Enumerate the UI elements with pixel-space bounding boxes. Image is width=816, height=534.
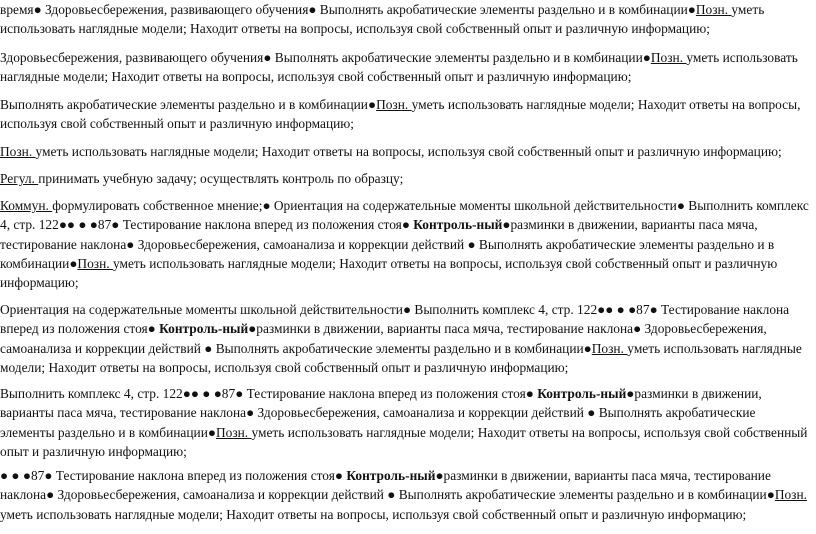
paragraph	[0, 0, 810, 39]
label-prefix: Позн.	[376, 97, 412, 112]
label-prefix: Коммун.	[0, 198, 53, 213]
text-segment: Здоровьесбережения, развивающего обучения● Выполнять акробатические элементы раздельно и в комбинации●	[0, 50, 651, 65]
label-prefix: Регул.	[0, 171, 39, 186]
text-segment: принимать учебную задачу; осуществлять контроль по образцу;	[38, 171, 404, 186]
text-segment: формулировать собственное мнение;● Ориентация на содержательные моменты школьной действительности● Выполнить комплекс 4, стр. 122●● ● ●87● Тестирование наклона вперед из положения стоя●	[0, 198, 809, 233]
text-segment: уметь использовать наглядные модели; Находит ответы на вопросы, используя свой собственный опыт и различную информацию;	[0, 424, 808, 459]
paragraph	[0, 466, 810, 524]
bold-term: Контроль-ный●	[159, 321, 257, 337]
text-segment: уметь использовать наглядные модели; Находит ответы на вопросы, используя свой собственный опыт и различную информацию;	[0, 255, 778, 291]
text-segment: Ориентация на содержательные моменты школьной действительности● Выполнить комплекс 4, стр. 122●● ● ●87● Тестирование наклона вперед из положения стоя●	[0, 302, 790, 337]
text-segment: уметь использовать наглядные модели; Находит ответы на вопросы, используя свой собственный опыт и различную информацию;	[0, 506, 747, 522]
text-segment: уметь использовать наглядные модели; Находит ответы на вопросы, используя свой собственный опыт и различную информацию;	[0, 2, 765, 37]
text-segment: разминки в движении, варианты паса мяча, тестирование наклона● Здоровьесбережения, самоанализа и коррекции действий ● Выполнять акробатические элементы раздельно и в комбинации●	[0, 321, 767, 356]
text-segment: уметь использовать наглядные модели; Находит ответы на вопросы, используя свой собственный опыт и различную информацию;	[0, 340, 802, 375]
text-segment: время● Здоровьесбережения, развивающего обучения● Выполнять акробатические элементы раздельно и в комбинации●	[0, 2, 696, 17]
paragraph	[0, 48, 810, 87]
text-segment: Выполнить комплекс 4, стр. 122●● ● ●87● Тестирование наклона вперед из положения стоя●	[0, 386, 538, 401]
bold-term: Контроль-ный●	[346, 468, 444, 483]
paragraph	[0, 142, 810, 161]
text-segment: уметь использовать наглядные модели; Находит ответы на вопросы, используя свой собственный опыт и различную информацию;	[0, 50, 798, 85]
paragraph	[0, 169, 810, 188]
text-segment: разминки в движении, варианты паса мяча, тестирование наклона● Здоровьесбережения, самоанализа и коррекции действий ● Выполнять акробатические элементы раздельно и в комбинации●	[0, 217, 775, 271]
text-segment: уметь использовать наглядные модели; Находит ответы на вопросы, используя свой собственный опыт и различную информацию;	[35, 144, 782, 159]
paragraph	[0, 384, 810, 461]
paragraph	[0, 196, 810, 292]
bold-term: Контроль-ный●	[537, 386, 635, 401]
text-segment: уметь использовать наглядные модели; Находит ответы на вопросы, используя свой собственный опыт и различную информацию;	[0, 97, 801, 132]
text-segment: разминки в движении, варианты паса мяча, тестирование наклона● Здоровьесбережения, самоанализа и коррекции действий ● Выполнять акробатические элементы раздельно и в комбинации●	[0, 468, 775, 503]
text-segment: разминки в движении, варианты паса мяча, тестирование наклона● Здоровьесбережения, самоанализа и коррекции действий ● Выполнять акробатические элементы раздельно и в комбинации●	[0, 386, 762, 440]
text-segment: ● ● ●87● Тестирование наклона вперед из положения стоя●	[0, 468, 347, 483]
paragraph	[0, 95, 810, 134]
label-prefix: Позн.	[215, 424, 252, 440]
bold-term: Контроль-ный●	[413, 217, 511, 233]
label-prefix: Позн.	[0, 144, 36, 159]
label-prefix: Позн.	[695, 2, 732, 17]
text-segment: Выполнять акробатические элементы раздельно и в комбинации●	[0, 97, 377, 112]
label-prefix: Позн.	[591, 340, 628, 356]
label-prefix: Позн.	[650, 50, 687, 65]
paragraph	[0, 300, 810, 377]
label-prefix: Позн.	[77, 255, 113, 271]
label-prefix: Позн.	[774, 487, 807, 503]
